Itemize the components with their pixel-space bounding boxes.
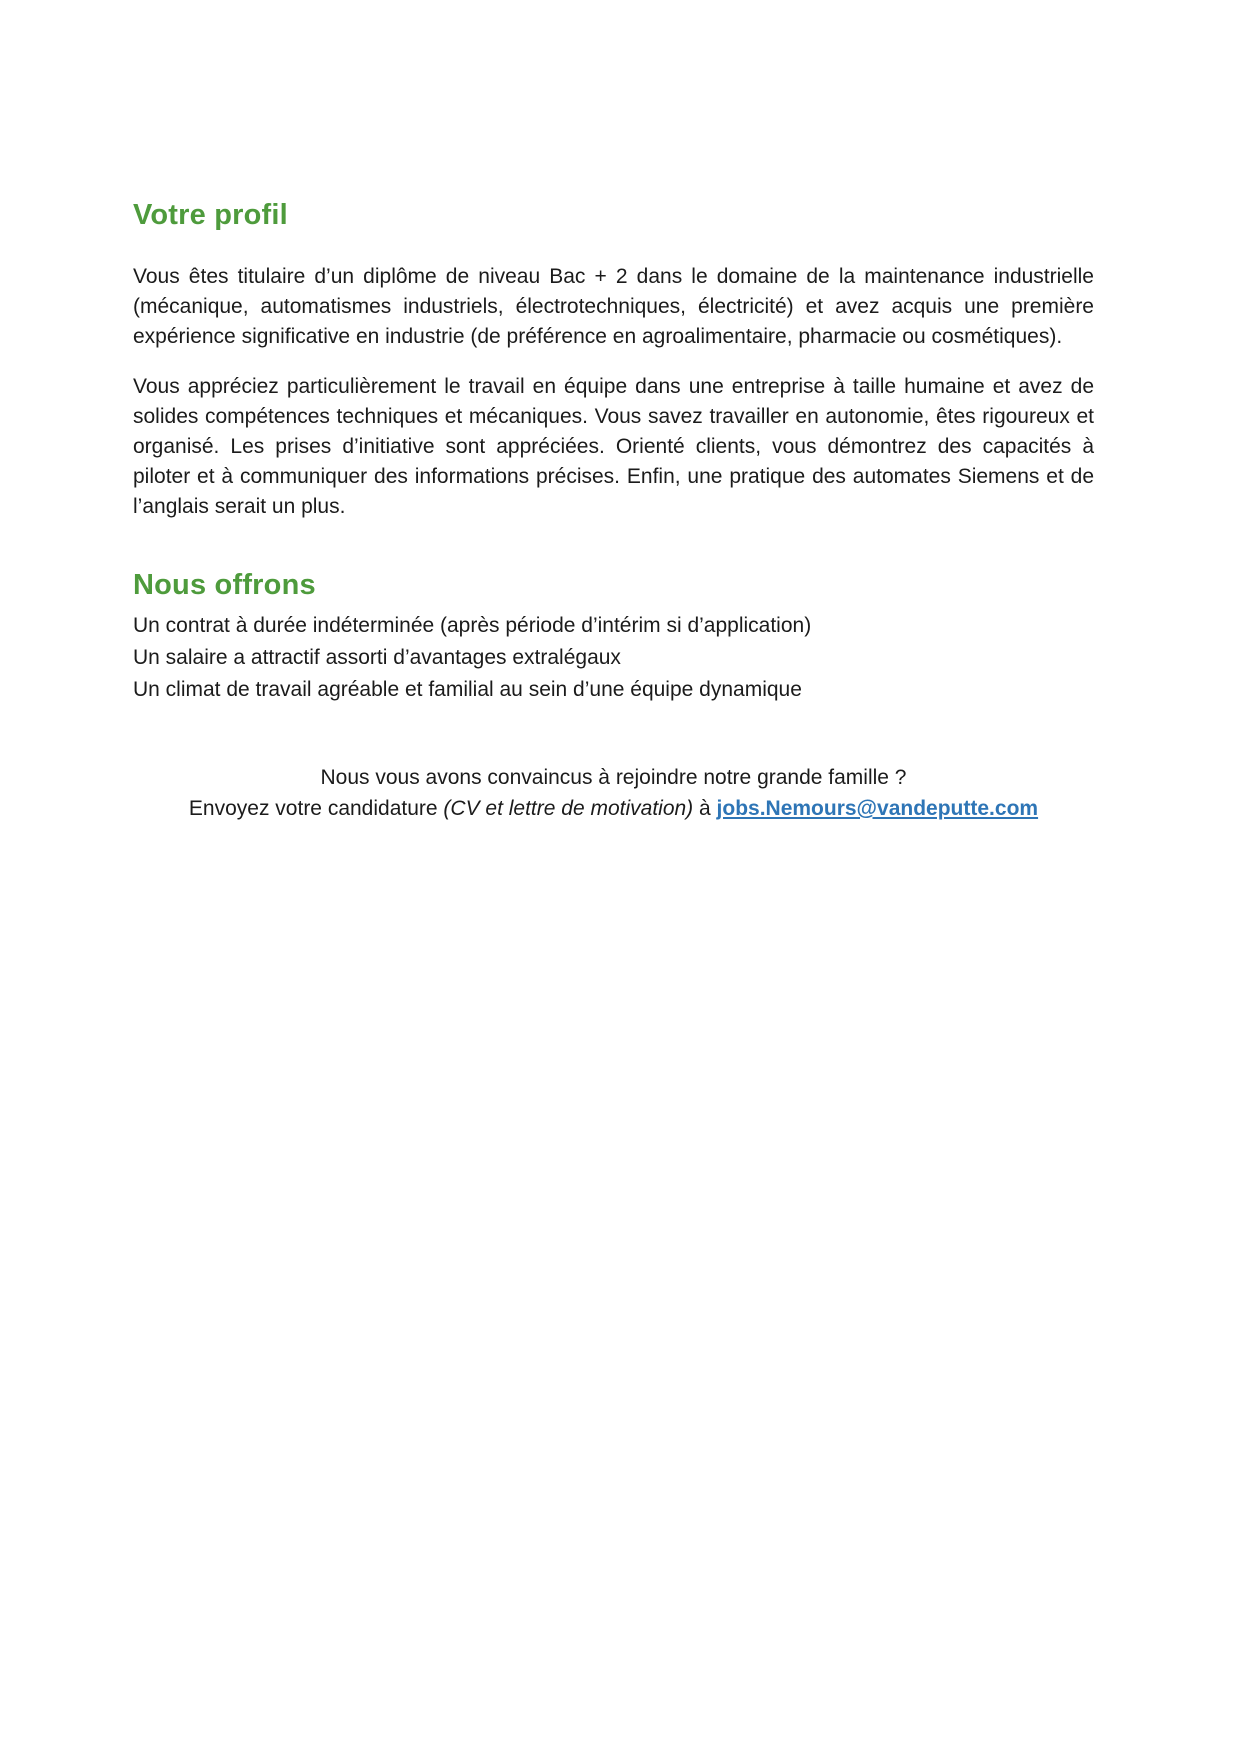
cta-block	[133, 762, 1094, 824]
offer-item-contract: Un contrat à durée indéterminée (après période d’intérim si d’application)	[133, 614, 812, 637]
offer-item-salary: Un salaire a attractif assorti d’avantages extralégaux	[133, 646, 621, 669]
offer-item-climate: Un climat de travail agréable et familial au sein d’une équipe dynamique	[133, 678, 802, 701]
cta-apply-prefix: Envoyez votre candidature	[188, 797, 444, 820]
offer-section-heading: Nous offrons	[133, 569, 316, 601]
offer-list	[133, 610, 1094, 706]
cta-apply-connector: à	[693, 797, 717, 820]
cta-question: Nous vous avons convaincus à rejoindre notre grande famille ?	[320, 766, 907, 789]
cta-apply-italic: (CV et lettre de motivation)	[443, 797, 694, 820]
profile-paragraph-1: Vous êtes titulaire d’un diplôme de niveau Bac + 2 dans le domaine de la maintenance industrielle (mécanique, automatismes industriels, électrotechniques, électricité) et avez acquis une première expérience significative en industrie (de préférence en agroalimentaire, pharmacie ou cosmétiques).	[133, 265, 1094, 348]
profile-paragraph-2: Vous appréciez particulièrement le travail en équipe dans une entreprise à taille humaine et avez de solides compétences techniques et mécaniques. Vous savez travailler en autonomie, êtes rigoureux et organisé. Les prises d’initiative sont appréciées. Orienté clients, vous démontrez des capacités à piloter et à communiquer des informations précises. Enfin, une pratique des automates Siemens et de l’anglais serait un plus.	[133, 375, 1094, 518]
profile-section-heading: Votre profil	[133, 199, 288, 231]
cta-apply-line	[133, 793, 1094, 824]
email-link[interactable]: jobs.Nemours@vandeputte.com	[716, 797, 1039, 820]
